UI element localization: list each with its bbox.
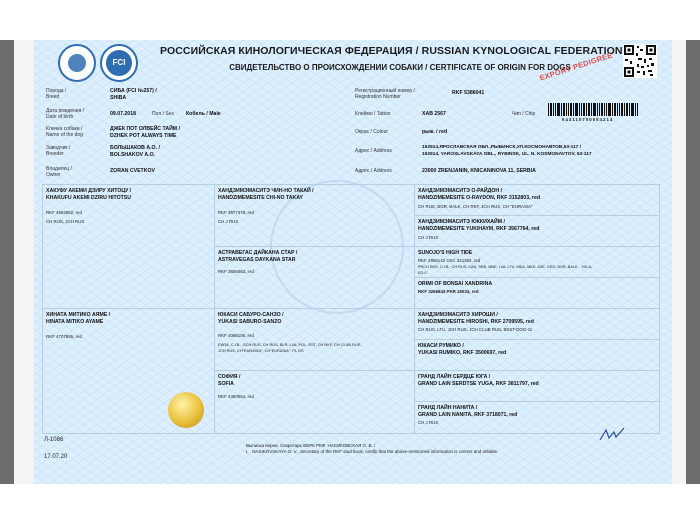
certification-statement: Выписка верна. Секретарь ВЕРК РКФ НАСИКОВСКАЯ О. В. / I, NASIKOVSKAYA O. V., Secretary of the RKF stud book, certify that the above-mentioned information is correct and reliable. (246, 443, 499, 454)
qr-code-icon (623, 44, 657, 78)
birthdate-label: Дата рождения / Date of birth (46, 108, 85, 120)
registration-value: RKF 5386041 (452, 90, 485, 96)
sex-label: Пол / Sex (152, 111, 174, 117)
ancestor-11-titles: CH RUS, LTU, JCH RUS, JCH CLUB RUS, BEST-DOG-11 (418, 327, 533, 332)
form-code: Л-1086 (44, 437, 64, 443)
bottom-margin (0, 484, 700, 525)
grandparent-5-titles: EW18, C.I.B., GCH RUS, CH RUS, BLR, LVA, POL, EST, CH RKF, CH CLUB RUS, JCH RUS, CH"EURASIA", CH"EURASIA", PL GS (218, 342, 362, 353)
dam-name: ХИНАТА МИТИКО АЯМЕ / HINATA MITIKO AYAME (46, 312, 111, 325)
tattoo-value: XAB 2567 (422, 111, 446, 117)
grid-line (414, 184, 415, 434)
rkf-logo-icon (58, 44, 96, 82)
sire-reg: RKF 4592852, red (46, 210, 82, 215)
breed-value: СИБА (FCI №257) / SHIBA (110, 88, 157, 101)
grandparent-6-reg: RKF 4350064, red (218, 394, 254, 399)
chip-label: Чип / Chip (512, 111, 536, 117)
grandparent-3-titles: CH J RUS (218, 219, 239, 224)
grid-line (414, 277, 660, 278)
birthdate-value: 09.07.2018 (110, 111, 136, 117)
registration-label: Регистрационный номер / Registration Number (355, 88, 415, 100)
owner-address-value: 23000 ZRENJANIN, KNICANINOVA 11, SERBIA (422, 168, 536, 174)
ancestor-11-name: ХАНДЗИМЭМАСИТЭ ХИРОШИ / HANDZIMEMESITE HIROSHI, RKF 2709595, red (418, 312, 534, 325)
grid-line (414, 215, 660, 216)
breed-label: Порода / Breed (46, 88, 67, 100)
chip-barcode (548, 103, 658, 116)
sire-titles: CH RUS, JCH RUS (46, 219, 85, 224)
issue-date: 17.07.20 (44, 454, 68, 460)
ancestor-9-name: SUNOJO'S HIGH TIDE (418, 250, 473, 256)
grid-line (214, 246, 660, 247)
colour-value: рыж. / red (422, 129, 448, 135)
tattoo-label: Клеймо / Tattoo (355, 111, 391, 117)
owner-value: ZORAN CVETKOV (110, 168, 155, 174)
dog-name-value: ДЖЕК ПОТ ОЛВЕЙС ТАЙМ / DZHEK POT ALWAYS TIME (110, 126, 181, 139)
grandparent-4-name: АСТРАВЕГАС ДАЙКАНА СТАР / ASTRAVEGAS DAYKANA STAR (218, 250, 298, 263)
paper-margin-right (672, 40, 686, 484)
dam-reg: RKF 4707655, red (46, 334, 82, 339)
breeder-address-label: Адрес / Address (355, 148, 392, 154)
grid-line (414, 401, 660, 402)
export-pedigree-stamp: EXPORT PEDIGREE (538, 50, 614, 83)
breeder-label: Заводчик / Breeder (46, 145, 71, 157)
grid-line (214, 184, 215, 434)
grandparent-3-reg: RKF 3977378, red (218, 210, 254, 215)
chip-number: 643110700054214 (562, 117, 614, 122)
ancestor-7-titles: CH RUS, BGR, BALK, CH RKF, JCH RUS, CH "EURASIA" (418, 204, 533, 209)
grandparent-5-reg: RKF 4066106, red (218, 333, 254, 338)
grandparent-4-reg: RKF 3656063, red (218, 269, 254, 274)
grid-line (42, 308, 660, 309)
fci-logo-icon (100, 44, 138, 82)
certificate-subtitle: СВИДЕТЕЛЬСТВО О ПРОИСХОЖДЕНИИ СОБАКИ / CERTIFICATE OF ORIGIN FOR DOGS (229, 63, 571, 72)
ancestor-8-name: ХАНДЗИМЭМАСИТЭ ЮККИХАЙМ / HANDZIMEMESITE YUKIHAYM, RKF 3567764, red (418, 219, 540, 232)
viewer-frame-right (686, 40, 700, 484)
ancestor-8-titles: CH J RUS (418, 235, 439, 240)
grandparent-5-name: ЮКАСИ САБУРО-САНЗО / YUKASI SABURO-SANZO (218, 312, 284, 325)
grid-line (214, 370, 660, 371)
owner-label: Владелец / Owner (46, 166, 72, 178)
ancestor-12-name: ЮКАСИ РУМИКО / YUKASI RUMIKO, RKF 3500697, red (418, 343, 507, 356)
grid-line (414, 339, 660, 340)
ancestor-14-name: ГРАНД ЛАЙН НАНИТА / GRAND LAIN NANITA, RKF 3718071, red (418, 405, 518, 418)
ancestor-13-name: ГРАНД ЛАЙН СЕРДЦЕ ЮГА / GRAND LAIN SERDTSE YUGA, RKF 3811797, red (418, 374, 539, 387)
dog-name-label: Кличка собаки / Name of the dog (46, 126, 83, 138)
colour-label: Окрас / Colour (355, 129, 389, 135)
breeder-value: БОЛЬШАКОВ А.О. / BOLSHAKOV A.O. (110, 145, 160, 158)
certificate-title: РОССИЙСКАЯ КИНОЛОГИЧЕСКАЯ ФЕДЕРАЦИЯ / RUSSIAN KYNOLOGICAL FEDERATION (160, 45, 623, 57)
owner-address-label: Адрес / Address (355, 168, 392, 174)
ancestor-10-reg: RKF 3266843 PKR 15033, red (418, 289, 479, 294)
sex-value: Кобель / Male (186, 111, 221, 117)
viewer-frame-left (0, 40, 14, 484)
top-margin (0, 0, 700, 40)
pedigree-table (42, 184, 660, 434)
ancestor-14-titles: CH J RUS (418, 420, 439, 425)
paper-margin-left (14, 40, 34, 484)
grandparent-6-name: СОФИЯ / SOFIA (218, 374, 241, 387)
ancestor-7-name: ХАНДЗИМЭМАСИТЭ О-РАЙДОН / HANDZIMEMESITE O-RAYDON, RKF 3152803, red (418, 188, 541, 201)
sire-name: ХАКУФУ АКЕМИ ДЗИРУ ХИТОЦУ / KHAKUFU AKEMI DZIRU HITOTSU (46, 188, 132, 201)
gold-seal-icon (168, 392, 204, 428)
ancestor-9-reg: RKF 2956142 CKC 321384, red (418, 258, 481, 263)
grandparent-3-name: ХАНДЗИМЭМАСИТЭ ЧИН-НО ТАКАЙ / HANDZIMEMESITE CHI-NO TAKAY (218, 188, 314, 201)
signature-icon (598, 426, 628, 444)
ancestor-10-name: ORIMI OF BONSAI XANDRINA (418, 281, 493, 287)
fci-logo-text: FCI (112, 58, 126, 67)
breeder-address-value: 152914,ЯРОСЛАВСКАЯ ОБЛ.,РЫБИНСК,УЛ.КОСМОНАВТОВ,53-117 / 152914, YAROSLAVSKAYA OBL., RYBINSK, UL. N. KOSMONAVTOV, 53-117 (422, 145, 592, 157)
ancestor-9-titles: PRCH RUS, C.I.B., CH RUS, CAN, SRB, MNE, LVA, LTU, MDA, MKD, AZE, GEO, BGR, BALK HD-A, ED-0 (418, 265, 593, 275)
